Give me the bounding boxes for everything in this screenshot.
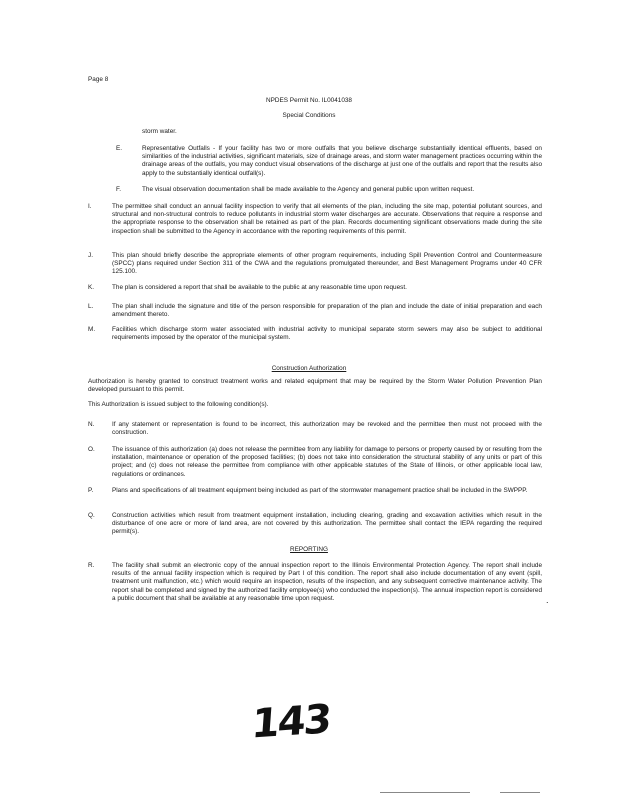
item-j-text: This plan should briefly describe the appropriate elements of other program requirements, including Spill Prevention Control and Countermeasure (SPCC) plans required under Section 311 of the CWA and the regulations promulgated thereunder, and Best Management Programs under 40 CFR 125.100. [112,252,542,276]
reporting-heading [0,546,618,554]
page-label: Page 8 [88,76,109,83]
item-p-text: Plans and specifications of all treatment equipment being included as part of the stormwater management practice shall be included in the SWPPP. [112,487,528,494]
continuation-text: storm water. [142,128,177,135]
handwritten-page-number: 143 [250,696,332,748]
construction-para-2: This Authorization is issued subject to the following condition(s). [88,401,269,408]
item-r-letter: R. [88,562,95,569]
item-r-text: The facility shall submit an electronic copy of the annual inspection report to the Illinois Environmental Protection Agency. The report shall include results of the annual facility inspection which is required by Part I of this condition. The report shall also include documentation of any event (spill, treatment unit malfunction, etc.) which would require an inspection, results of the inspection, and any subsequent corrective maintenance activity. The report shall be completed and signed by the authorized facility employee(s) who conducted the inspection(s). The annual inspection report is considered a public document that shall be available at any reasonable time upon request. [112,562,542,602]
item-q-letter: Q. [88,512,95,519]
item-f-text: The visual observation documentation shall be made available to the Agency and general public upon written request. [142,186,475,193]
item-o-text: The issuance of this authorization (a) does not release the permittee from any liability for damage to persons or property caused by or resulting from the installation, maintenance or operation of the proposed facilities; (b) does not take into consideration the structural stability of any units or part of this project; and (c) does not release the permittee from compliance with other applicable statutes of the State of Illinois, or other applicable local law, regulations or ordinances. [112,446,542,478]
stray-mark: . [546,595,549,605]
item-k-letter: K. [88,284,95,291]
scan-artifact-line [500,792,540,793]
item-o-letter: O. [88,446,95,453]
item-k-text: The plan is considered a report that shall be available to the public at any reasonable time upon request. [112,284,407,291]
item-j-letter: J. [88,252,93,259]
construction-heading-text: Construction Authorization [271,365,347,372]
special-conditions-heading: Special Conditions [282,112,336,119]
item-e-letter: E. [116,145,123,152]
construction-authorization-heading [0,365,618,373]
item-m-letter: M. [88,326,96,333]
item-l-letter: L. [88,303,94,310]
construction-para-1: Authorization is hereby granted to construct treatment works and related equipment that may be required by the Storm Water Pollution Prevention Plan developed pursuant to this permit. [88,378,542,394]
item-f-letter: F. [116,186,121,193]
item-p-letter: P. [88,487,94,494]
item-i-letter: I. [88,203,92,210]
item-n-letter: N. [88,421,95,428]
item-m-text: Facilities which discharge storm water associated with industrial activity to municipal separate storm sewers may also be subject to additional requirements imposed by the operator of the municipal system. [112,326,542,342]
scan-artifact-line [380,792,470,793]
reporting-heading-text: REPORTING [290,546,328,553]
item-e-text: Representative Outfalls - If your facility has two or more outfalls that you believe discharge substantially identical effluents, based on similarities of the industrial activities, significant materials, size of drainage areas, and storm water management practices occurring within the drainage areas of the outfalls, you may conduct visual observations of the discharge at just one of the outfalls and report that the results also apply to the substantially identical outfall(s). [142,145,542,177]
permit-header: NPDES Permit No. IL0041038 [266,97,352,104]
item-n-text: If any statement or representation is found to be incorrect, this authorization may be revoked and the permittee then must not proceed with the construction. [112,421,542,437]
item-q-text: Construction activities which result from treatment equipment installation, including clearing, grading and excavation activities which result in the disturbance of one acre or more of land area, are not covered by this authorization. The permittee shall contact the IEPA regarding the required permit(s). [112,512,542,536]
item-i-text: The permittee shall conduct an annual facility inspection to verify that all elements of the plan, including the site map, potential pollutant sources, and structural and non-structural controls to reduce pollutants in industrial storm water discharges are accurate. Observations that require a response and the appropriate response to the observation shall be retained as part of the plan. Records documenting significant observations made during the site inspection shall be submitted to the Agency in accordance with the reporting requirements of this permit. [112,203,542,235]
item-l-text: The plan shall include the signature and title of the person responsible for preparation of the plan and include the date of initial preparation and each amendment thereto. [112,303,542,319]
